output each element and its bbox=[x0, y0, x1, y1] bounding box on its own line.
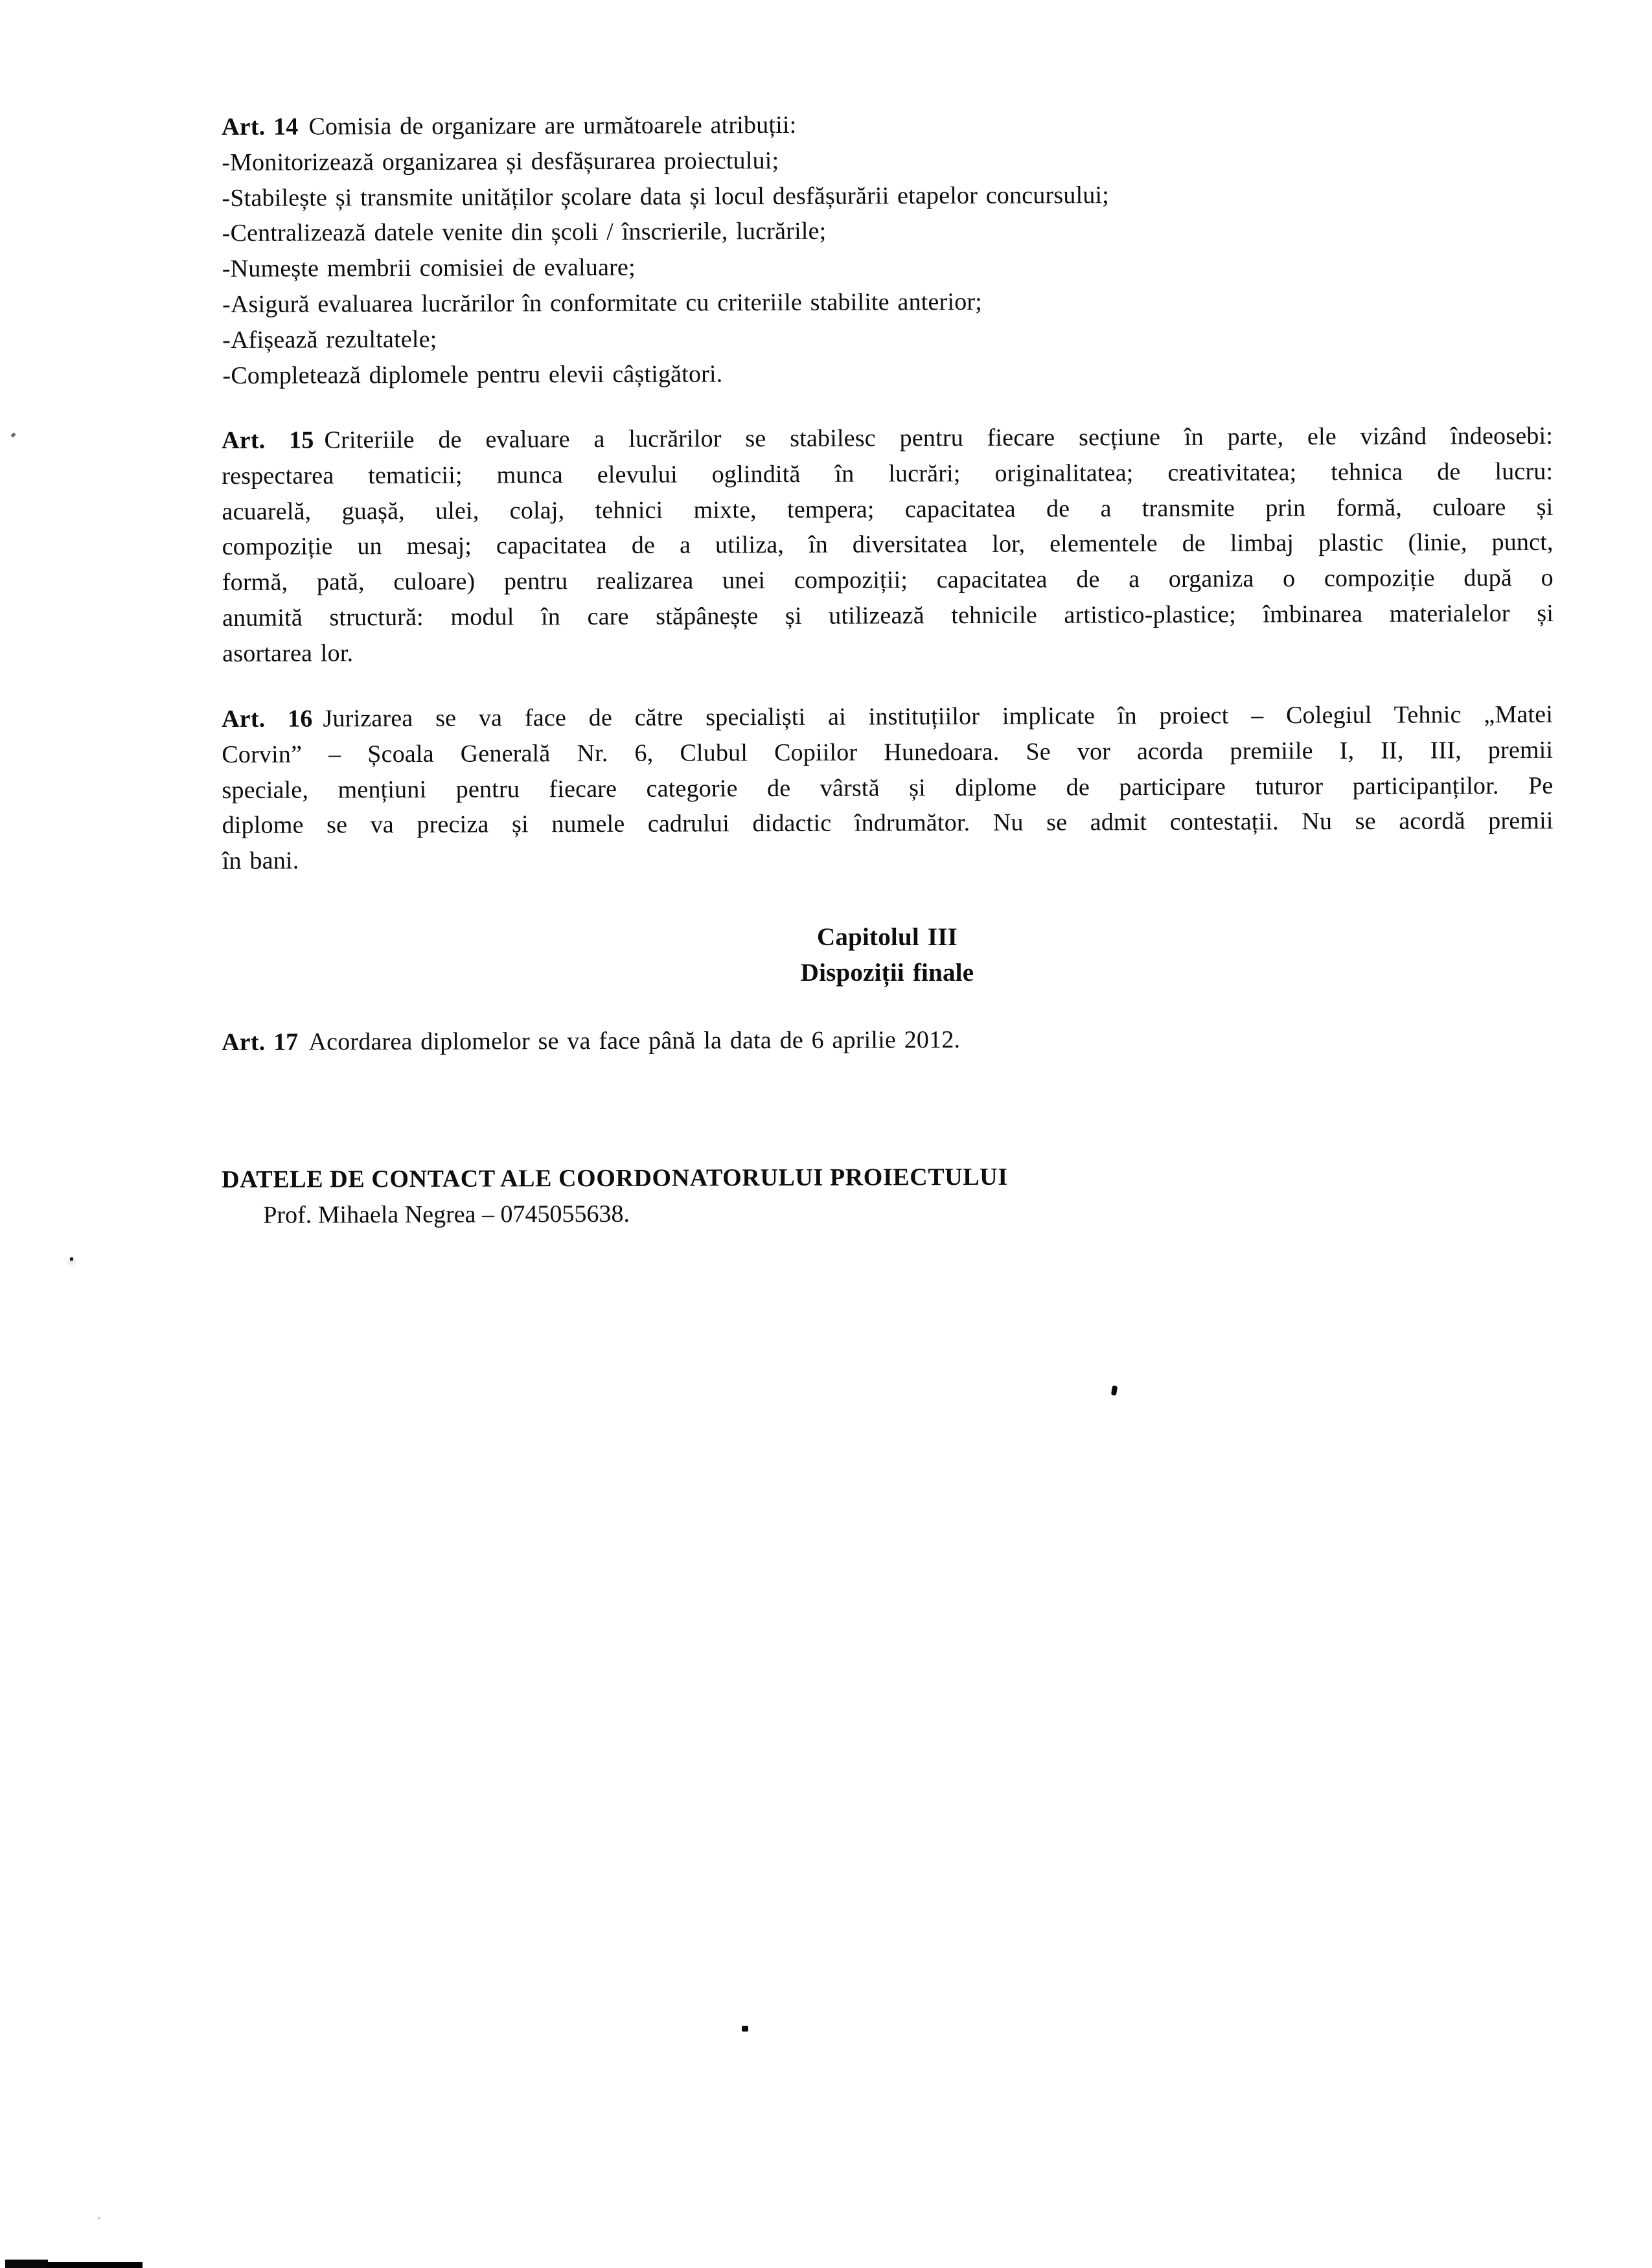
paragraph-art-16 bbox=[222, 697, 1554, 879]
article-text: Jurizarea se va face de către specialiști ai instituțiilor implicate în proiect – Colegiul Tehnic „Matei bbox=[323, 700, 1554, 733]
contact-detail: Prof. Mihaela Negrea – 0745055638. bbox=[263, 1200, 630, 1229]
scan-dot-mark bbox=[742, 2026, 748, 2032]
text-line: -Numește membrii comisiei de evaluare; bbox=[222, 253, 636, 283]
text-line: acuarelă, guașă, ulei, colaj, tehnici mixte, tempera; capacitatea de a transmite prin formă, culoare și bbox=[222, 493, 1554, 525]
text-line: compoziție un mesaj; capacitatea de a utiliza, în diversitatea lor, elementele de limbaj plastic (linie, punct, bbox=[222, 529, 1554, 561]
article-label: Art. 17 bbox=[222, 1028, 299, 1056]
text-line bbox=[222, 1020, 1553, 1060]
chapter-heading bbox=[222, 920, 1553, 991]
text-line bbox=[222, 105, 1553, 145]
text-line: -Afișează rezultatele; bbox=[222, 325, 437, 354]
paragraph-art-17 bbox=[222, 1020, 1553, 1060]
text-line: -Centralizează datele venite din școli / înscrierile, lucrările; bbox=[222, 218, 827, 247]
scan-speck bbox=[10, 432, 16, 438]
text-line: în bani. bbox=[222, 847, 299, 875]
article-intro: Comisia de organizare are următoarele atribuții: bbox=[308, 111, 797, 141]
scan-faint-dot bbox=[98, 2217, 100, 2219]
scan-corner-bar bbox=[5, 2260, 48, 2268]
text-line: -Stabilește și transmite unităților școlare data și locul desfășurării etapelor concursului; bbox=[222, 181, 1110, 212]
chapter-title: Capitolul III bbox=[817, 923, 958, 951]
scan-speck bbox=[70, 1257, 73, 1261]
text-line: speciale, mențiuni pentru fiecare categorie de vârstă și diplome de participare tuturor participanților. Pe bbox=[222, 772, 1554, 804]
text-line: anumită structură: modul în care stăpânește și utilizează tehnicile artistico-plastice; îmbinarea materialelor și bbox=[222, 599, 1554, 632]
text-line: formă, pată, culoare) pentru realizarea unei compoziții; capacitatea de a organiza o compoziție după o bbox=[222, 564, 1554, 597]
scan-corner-bar-tail bbox=[45, 2262, 143, 2268]
text-line: respectarea tematicii; munca elevului oglindită în lucrări; originalitatea; creativitatea; tehnica de lucru: bbox=[222, 457, 1554, 490]
text-line: diplome se va preciza și numele cadrului didactic îndrumător. Nu se admit contestații. Nu se acordă premii bbox=[222, 807, 1554, 840]
text-line: -Asigură evaluarea lucrărilor în conformitate cu criteriile stabilite anterior; bbox=[222, 288, 983, 318]
scan-apostrophe-mark bbox=[1111, 1385, 1118, 1395]
article-text: Criteriile de evaluare a lucrărilor se stabilesc pentru fiecare secțiune în parte, ele vizând îndeosebi: bbox=[324, 422, 1554, 454]
text-line: asortarea lor. bbox=[222, 639, 354, 667]
text-line bbox=[222, 697, 1553, 737]
article-text: Acordarea diplomelor se va face până la data de 6 aprilie 2012. bbox=[308, 1026, 961, 1056]
text-line bbox=[222, 418, 1553, 459]
text-line: -Completează diplomele pentru elevii câștigători. bbox=[222, 360, 723, 389]
article-label: Art. 14 bbox=[222, 113, 299, 141]
contact-section bbox=[222, 1158, 1553, 1233]
paragraph-art-15 bbox=[222, 418, 1554, 672]
text-line: -Monitorizează organizarea și desfășurarea proiectului; bbox=[222, 146, 779, 176]
paragraph-art-14 bbox=[222, 105, 1554, 394]
contact-heading: DATELE DE CONTACT ALE COORDONATORULUI PROIECTULUI bbox=[222, 1163, 1008, 1193]
article-label: Art. 16 bbox=[222, 705, 313, 733]
chapter-subtitle: Dispoziții finale bbox=[800, 958, 974, 987]
article-label: Art. 15 bbox=[222, 426, 314, 454]
text-line: Corvin” – Școala Generală Nr. 6, Clubul Copiilor Hunedoara. Se vor acorda premiile I, II, III, premii bbox=[222, 736, 1554, 768]
